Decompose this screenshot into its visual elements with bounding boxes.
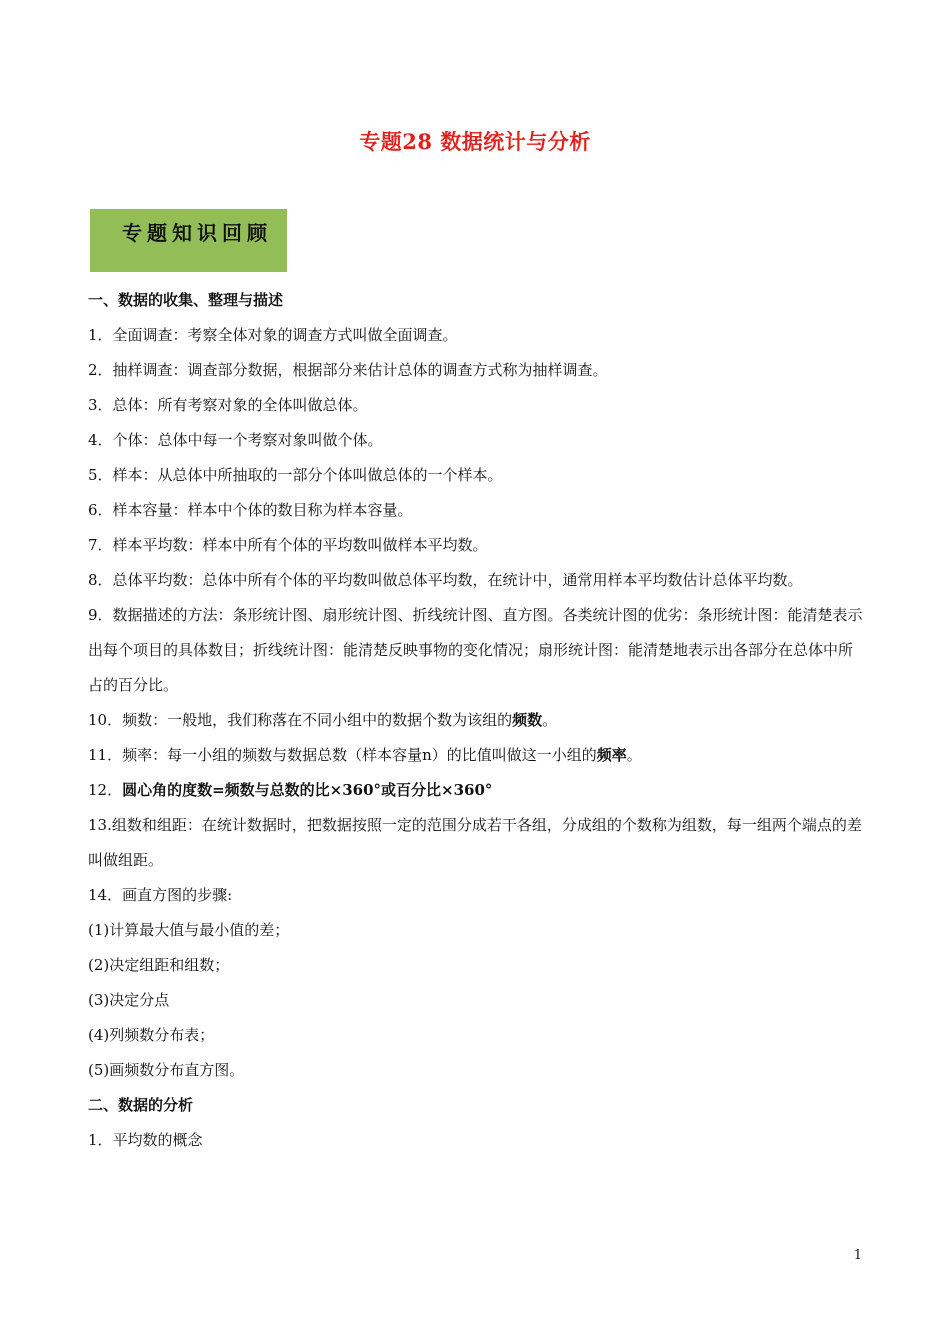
bold-term: 频率 (596, 746, 627, 764)
list-item: 5．样本：从总体中所抽取的一部分个体叫做总体的一个样本。 (88, 466, 503, 484)
list-item (88, 703, 866, 738)
step-item: (3)决定分点 (88, 991, 170, 1009)
list-item (88, 773, 866, 808)
item-text: 11．频率：每一小组的频数与数据总数（样本容量n）的比值叫做这一小组的 (88, 746, 597, 764)
step-item: (5)画频数分布直方图。 (88, 1061, 245, 1079)
list-item: 2．抽样调查：调查部分数据，根据部分来估计总体的调查方式称为抽样调查。 (88, 361, 608, 379)
step-item: (1)计算最大值与最小值的差； (88, 921, 290, 939)
section-banner (90, 209, 287, 272)
page-title: 专题28 数据统计与分析 (359, 129, 591, 154)
item-text: 10．频数：一般地，我们称落在不同小组中的数据个数为该组的 (88, 711, 513, 729)
list-item: 6．样本容量：样本中个体的数目称为样本容量。 (88, 501, 413, 519)
document-body (88, 283, 866, 1158)
page-number: 1 (853, 1248, 862, 1263)
list-item: 9．数据描述的方法：条形统计图、扇形统计图、折线统计图、直方图。各类统计图的优劣：条形统计图：能清楚表示出每个项目的具体数目；折线统计图：能清楚反映事物的变化情况；扇形统计图：能清楚地表示出各部分在总体中所占的百分比。 (88, 606, 863, 694)
item-text: 。 (542, 711, 558, 729)
item-text: 。 (626, 746, 642, 764)
bold-term: 频数 (512, 711, 543, 729)
list-item: 3．总体：所有考察对象的全体叫做总体。 (88, 396, 368, 414)
list-item: 1．全面调查：考察全体对象的调查方式叫做全面调查。 (88, 326, 458, 344)
list-item: 4．个体：总体中每一个考察对象叫做个体。 (88, 431, 383, 449)
section-heading: 一、数据的收集、整理与描述 (88, 291, 284, 309)
list-item: 7．样本平均数：样本中所有个体的平均数叫做样本平均数。 (88, 536, 488, 554)
list-item (88, 738, 866, 773)
item-number: 12． (88, 781, 123, 799)
banner-label: 专题知识回顾 (122, 221, 272, 245)
step-item: (2)决定组距和组数； (88, 956, 230, 974)
bold-formula: 圆心角的度数=频数与总数的比×360°或百分比×360° (122, 781, 493, 799)
list-item: 8．总体平均数：总体中所有个体的平均数叫做总体平均数，在统计中，通常用样本平均数估计总体平均数。 (88, 571, 803, 589)
list-item: 1．平均数的概念 (88, 1131, 203, 1149)
list-item: 13.组数和组距：在统计数据时，把数据按照一定的范围分成若干各组，分成组的个数称为组数，每一组两个端点的差叫做组距。 (88, 816, 862, 869)
section-heading: 二、数据的分析 (88, 1096, 194, 1114)
list-item: 14．画直方图的步骤: (88, 886, 233, 904)
step-item: (4)列频数分布表； (88, 1026, 215, 1044)
